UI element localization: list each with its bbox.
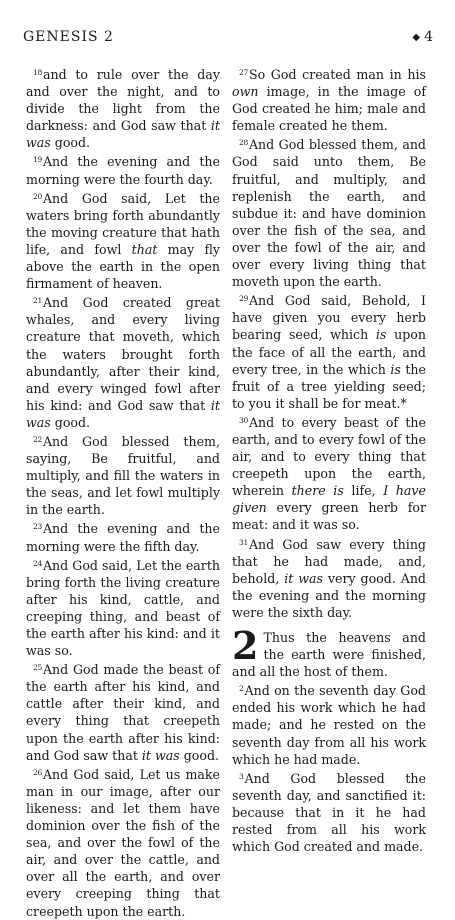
page-number-block	[412, 29, 433, 45]
verse-text: And God said, Let us make man in our image, after our likeness: and let them have dominion over the fish of the sea, and over the fowl of the air, and over the cattle, and over all the earth, and over every creeping thing that creepeth upon the earth.	[26, 766, 220, 919]
verse-number: 28	[239, 138, 248, 148]
verse	[26, 151, 220, 187]
verse-text: good.	[179, 747, 220, 763]
verse-text: And the evening and the morning were the fourth day.	[26, 154, 220, 187]
verse-text: And God made the beast of the earth after his kind, and cattle after their kind, and every thing that creepeth upon the earth after his kind: and God saw that	[26, 662, 220, 763]
verse-text: So God created man in his	[248, 67, 426, 82]
verse-text: And God saw every thing that he had made, and, behold,	[232, 536, 426, 586]
verse-text: And God created great whales, and every living creature that moveth, which the waters brought forth abundantly, after their kind, and every winged fowl after his kind: and God saw that	[26, 295, 220, 413]
verse-number: 24	[33, 558, 42, 568]
chapter-2-verses	[232, 680, 426, 855]
verse	[26, 659, 220, 764]
verse-number: 3	[239, 771, 244, 781]
verse-number: 22	[33, 434, 42, 444]
running-head: GENESIS 2	[23, 29, 114, 45]
verse-text-italic: I have given	[232, 483, 426, 516]
verse	[232, 290, 426, 412]
verse	[26, 764, 220, 920]
verse	[232, 64, 426, 134]
verse	[232, 134, 426, 290]
verse-number: 31	[239, 537, 248, 547]
page-header	[23, 29, 433, 49]
chapter-2-verse-1: Thus the heavens and the earth were finished, and all the host of them.	[232, 630, 426, 680]
verse-text: And God said, Let the waters bring forth abundantly the moving creature that hath life, and fowl	[26, 190, 220, 257]
ornament-icon: ◆	[412, 31, 421, 43]
verse-text-italic: own	[232, 84, 259, 100]
verse-text-italic: is	[375, 327, 387, 343]
verse-number: 21	[33, 296, 42, 306]
verse-number: 30	[239, 415, 248, 425]
verse-text-italic: there is	[291, 483, 344, 499]
verse	[232, 412, 426, 534]
page-number: 4	[424, 29, 433, 45]
verse	[232, 768, 426, 855]
right-column-verses	[232, 64, 426, 621]
verse-text-italic: it was	[26, 118, 220, 151]
verse	[26, 431, 220, 518]
verse-text: And God said, Let the earth bring forth the living creature after his kind, cattle, and creeping thing, and beast of the earth after his kind: and it was so.	[26, 557, 220, 659]
verse	[232, 534, 426, 621]
verse-text: And on the seventh day God ended his work which he had made; and he rested on the seventh day from all his work which he had made.	[232, 683, 426, 767]
verse-text: life,	[343, 483, 384, 499]
verse	[26, 188, 220, 293]
verse-number: 2	[239, 684, 244, 694]
verse	[26, 518, 220, 554]
verse-number: 23	[33, 522, 42, 532]
verse-text: good.	[50, 414, 91, 430]
verse-text: And God blessed them, and God said unto them, Be fruitful, and multiply, and replenish the earth, and subdue it: and have dominion over the fish of the sea, and over the fowl of the air, and over every living thing that moveth upon the earth.	[232, 137, 426, 290]
verse-text: And God blessed the seventh day, and sanctified it: because that in it he had rested from all his work which God created and made.	[232, 770, 426, 855]
left-column	[26, 64, 220, 920]
verse-text-italic: that	[131, 241, 158, 257]
verse	[26, 292, 220, 431]
verse-number: 26	[33, 767, 42, 777]
verse-text: every green herb for meat: and it was so.	[232, 500, 426, 533]
verse-number: 19	[33, 155, 42, 165]
verse-text-italic: it was	[26, 397, 220, 430]
verse-text: good.	[50, 135, 91, 151]
verse	[26, 64, 220, 151]
verse-text: may fly above the earth in the open firmament of heaven.	[26, 241, 220, 292]
verse-text: very good. And the evening and the morning were the sixth day.	[232, 570, 426, 620]
verse-number: 27	[239, 68, 248, 77]
verse-text: the fruit of a tree yielding seed; to you it shall be for meat.*	[232, 361, 426, 411]
verse-text-italic: it was	[141, 747, 180, 763]
verse-number: 25	[33, 663, 42, 673]
verse-text: image, in the image of God created he him; male and female created he them.	[232, 84, 426, 134]
verse-text: And to every beast of the earth, and to every fowl of the air, and to every thing that creepeth upon the earth, wherein	[232, 414, 426, 499]
verse-text-italic: it was	[284, 570, 323, 586]
verse	[26, 555, 220, 660]
verse-text: upon the face of all the earth, and every tree, in the which	[232, 327, 426, 377]
verse-text: and to rule over the day and over the night, and to divide the light from the darkness: and God saw that	[26, 67, 220, 134]
verse-text: And God blessed them, saying, Be fruitful, and multiply, and fill the waters in the seas, and let fowl multiply in the earth.	[26, 433, 220, 518]
right-column	[232, 64, 426, 855]
verse	[232, 680, 426, 767]
verse-number: 18	[33, 68, 42, 77]
verse-text: And the evening and the morning were the fifth day.	[26, 521, 220, 554]
verse-number: 29	[239, 294, 248, 304]
verse-text: And God said, Behold, I have given you every herb bearing seed, which	[232, 293, 426, 343]
chapter-number: 2	[232, 629, 259, 668]
verse-number: 20	[33, 191, 42, 201]
chapter-2-opening	[232, 629, 426, 680]
verse-text-italic: is	[390, 361, 401, 377]
